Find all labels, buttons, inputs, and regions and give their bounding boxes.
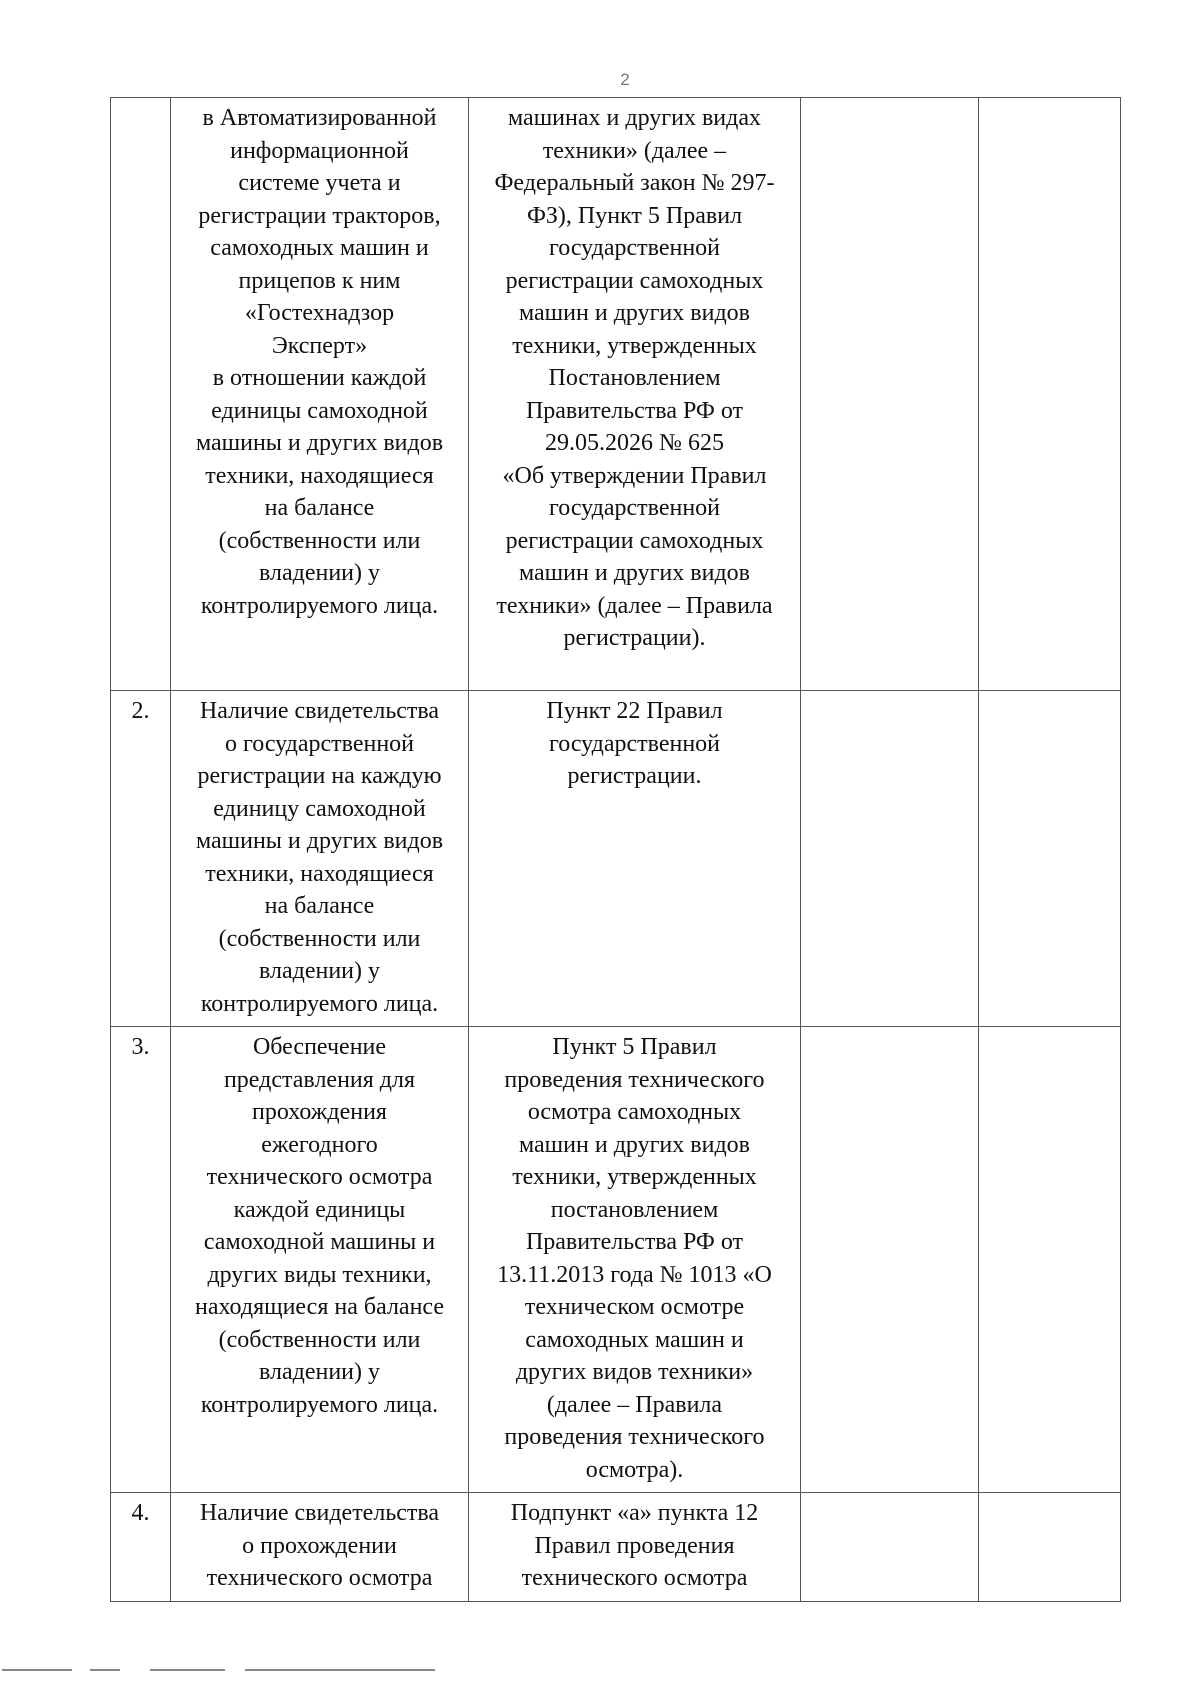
scan-mark <box>245 1669 435 1671</box>
row-number-cell: 2. <box>111 691 171 1027</box>
scan-mark <box>2 1669 72 1671</box>
empty-cell <box>801 98 979 691</box>
table-row <box>111 98 1121 691</box>
requirement-cell: Обеспечение представления для прохождения ежегодного технического осмотра каждой единицы самоходной машины и других виды техники, находящиеся на балансе (собственности или владении) у контролируемого лица. <box>171 1027 469 1493</box>
scan-mark <box>150 1669 225 1671</box>
table-row <box>111 1493 1121 1602</box>
legal-reference-cell: машинах и других видах техники» (далее – Федеральный закон № 297- ФЗ), Пункт 5 Правил государственной регистрации самоходных машин и других видов техники, утвержденных Постановлением Правительства РФ от 29.05.2026 № 625 «Об утверждении Правил государственной регистрации самоходных машин и других видов техники» (далее – Правила регистрации). <box>469 98 801 691</box>
empty-cell <box>801 691 979 1027</box>
footer-scan-marks <box>0 1669 440 1671</box>
requirements-table <box>110 97 1121 1602</box>
empty-cell <box>979 98 1121 691</box>
legal-reference-cell: Пункт 5 Правил проведения технического осмотра самоходных машин и других видов техники, утвержденных постановлением Правительства РФ от 13.11.2013 года № 1013 «О техническом осмотре самоходных машин и других видов техники» (далее – Правила проведения технического осмотра). <box>469 1027 801 1493</box>
requirement-cell: Наличие свидетельства о государственной регистрации на каждую единицу самоходной машины и других видов техники, находящиеся на балансе (собственности или владении) у контролируемого лица. <box>171 691 469 1027</box>
table-row <box>111 691 1121 1027</box>
empty-cell <box>979 1027 1121 1493</box>
empty-cell <box>801 1027 979 1493</box>
legal-reference-cell: Пункт 22 Правил государственной регистрации. <box>469 691 801 1027</box>
requirement-cell: Наличие свидетельства о прохождении технического осмотра <box>171 1493 469 1602</box>
row-number-cell: 4. <box>111 1493 171 1602</box>
row-number-cell: 3. <box>111 1027 171 1493</box>
requirement-cell: в Автоматизированной информационной системе учета и регистрации тракторов, самоходных машин и прицепов к ним «Гостехнадзор Эксперт» в отношении каждой единицы самоходной машины и других видов техники, находящиеся на балансе (собственности или владении) у контролируемого лица. <box>171 98 469 691</box>
row-number-cell <box>111 98 171 691</box>
empty-cell <box>979 1493 1121 1602</box>
empty-cell <box>979 691 1121 1027</box>
empty-cell <box>801 1493 979 1602</box>
scan-mark <box>90 1669 120 1671</box>
legal-reference-cell: Подпункт «а» пункта 12 Правил проведения технического осмотра <box>469 1493 801 1602</box>
table-row <box>111 1027 1121 1493</box>
page-number: 2 <box>620 70 630 89</box>
